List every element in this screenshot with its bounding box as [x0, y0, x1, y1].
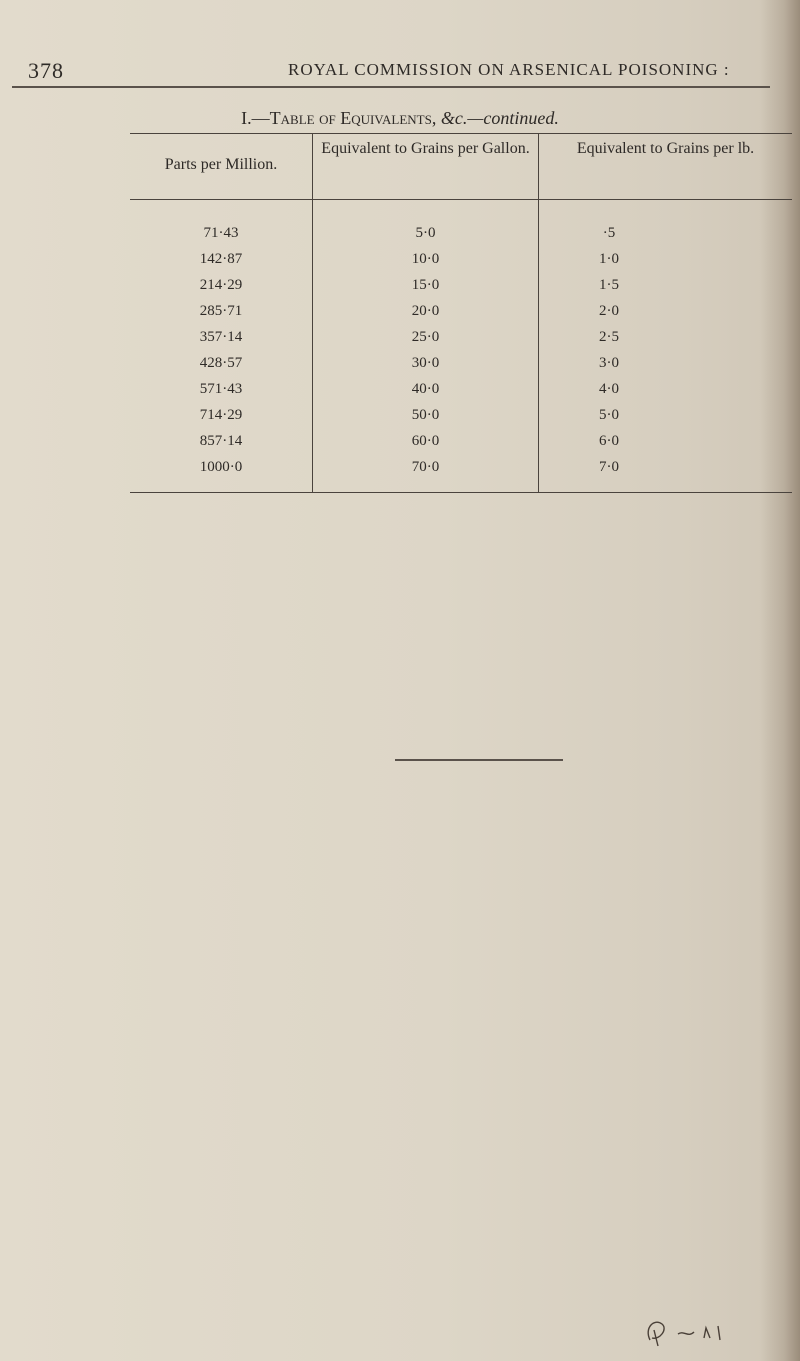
cell-ppm: 285·71	[199, 303, 243, 319]
cell-ppm: 857·14	[199, 433, 243, 449]
cell-grains-per-gallon: 60·0	[411, 433, 440, 449]
cell-grains-per-gallon: 10·0	[411, 251, 440, 267]
running-header	[28, 58, 778, 84]
cell-grains-per-lb: 7·0	[599, 459, 619, 475]
table-bottom-rule	[130, 492, 792, 493]
cell-grains-per-gallon: 25·0	[411, 329, 440, 345]
cell-ppm: 428·57	[199, 355, 243, 371]
table-title-suffix: &c.—continued.	[436, 108, 559, 128]
cell-grains-per-lb: ·5	[602, 225, 616, 241]
cell-ppm: 357·14	[199, 329, 243, 345]
column-header-grains-per-gallon: Equivalent to Grains per Gallon.	[321, 140, 530, 157]
cell-grains-per-gallon: 20·0	[411, 303, 440, 319]
table-title-main: Table of Equivalents,	[269, 108, 437, 128]
column-header-grains-per-lb: Equivalent to Grains per lb.	[576, 140, 755, 157]
cell-ppm: 1000·0	[199, 459, 243, 475]
cell-ppm: 71·43	[203, 225, 239, 241]
table-title-prefix: I.—	[241, 108, 270, 128]
cell-grains-per-lb: 1·5	[599, 277, 619, 293]
running-title: ROYAL COMMISSION ON ARSENICAL POISONING :	[288, 60, 730, 79]
cell-grains-per-lb: 1·0	[599, 251, 619, 267]
table-top-rule	[130, 133, 792, 134]
closing-rule	[395, 759, 563, 761]
cell-grains-per-lb: 5·0	[599, 407, 619, 423]
cell-grains-per-lb: 2·0	[599, 303, 619, 319]
cell-grains-per-gallon: 40·0	[411, 381, 440, 397]
cell-grains-per-gallon: 50·0	[411, 407, 440, 423]
cell-ppm: 714·29	[199, 407, 243, 423]
cell-grains-per-lb: 2·5	[599, 329, 619, 345]
table-title	[0, 108, 800, 129]
cell-grains-per-lb: 4·0	[599, 381, 619, 397]
table-head-rule	[130, 199, 792, 200]
handwritten-mark	[640, 1300, 740, 1350]
equivalents-table	[130, 133, 792, 493]
cell-grains-per-gallon: 70·0	[411, 459, 440, 475]
cell-grains-per-gallon: 15·0	[411, 277, 440, 293]
header-rule	[12, 86, 770, 88]
cell-ppm: 571·43	[199, 381, 243, 397]
cell-grains-per-lb: 3·0	[599, 355, 619, 371]
cell-grains-per-lb: 6·0	[599, 433, 619, 449]
column-header-parts-per-million: Parts per Million.	[164, 156, 278, 173]
cell-grains-per-gallon: 5·0	[415, 225, 436, 241]
cell-ppm: 142·87	[199, 251, 243, 267]
cell-grains-per-gallon: 30·0	[411, 355, 440, 371]
cell-ppm: 214·29	[199, 277, 243, 293]
page-number: 378	[28, 58, 64, 83]
